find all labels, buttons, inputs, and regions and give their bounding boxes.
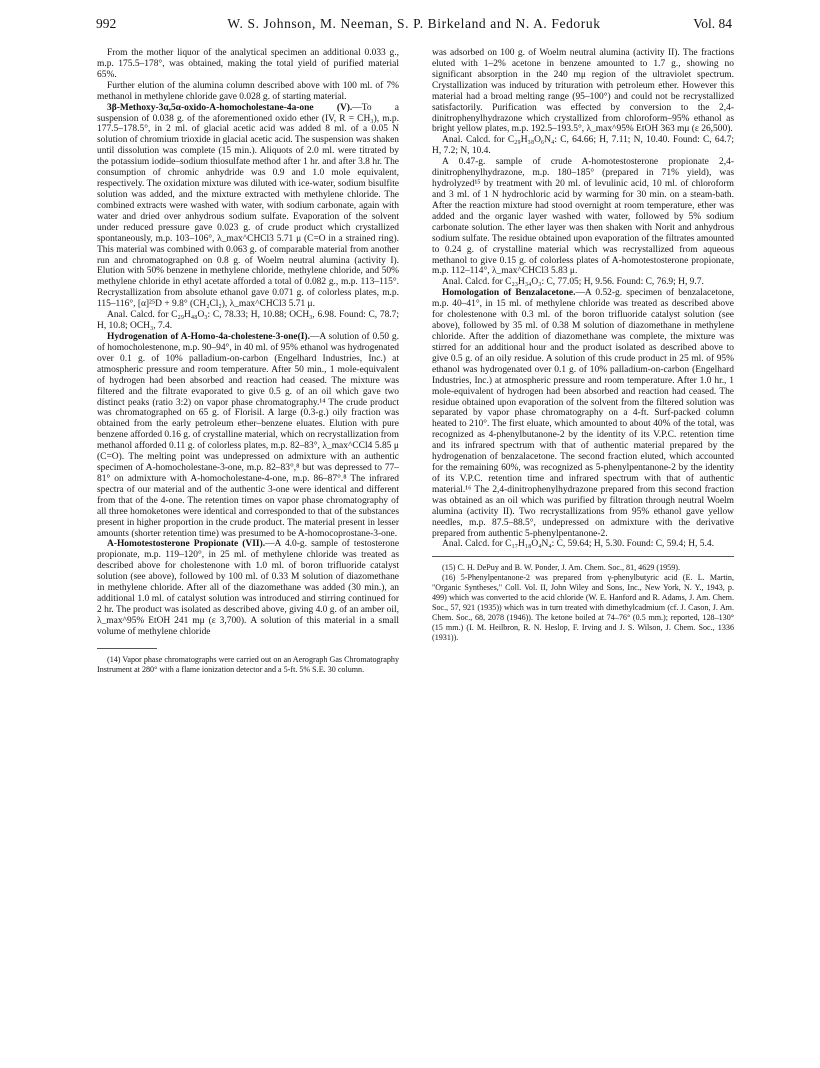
right-column (432, 48, 734, 643)
running-title: W. S. Johnson, M. Neeman, S. P. Birkeland and N. A. Fedoruk (227, 16, 601, 31)
section-heading: Homologation of Benzalacetone. (442, 288, 576, 299)
paragraph: Anal. Calcd. for C₂₉H₃₈O₆N₄: C, 64.66; H, 7.11; N, 10.40. Found: C, 64.7; H, 7.2; N, 10.4. (432, 135, 734, 157)
paragraph: Anal. Calcd. for C₁₇H₁₈O₄N₄: C, 59.64; H, 5.30. Found: C, 59.4; H, 5.4. (442, 539, 714, 550)
paragraph: A 0.47-g. sample of crude A-homotestosterone propionate 2,4-dinitrophenylhydrazone, m.p. 180–185° (prepared in 71% yield), was hydrolyzed¹⁵ by treatment with 20 ml. of levulinic acid, 10 ml. of chloroform and 3 ml. of 1 N hydrochloric acid by warming for 30 min. on a steam-bath. After the reaction mixture had stood overnight at room temperature, ether was added and the organic layer washed with water, followed by 5% sodium carbonate solution. The ether layer was then shaken with Norit and anhydrous sodium sulfate. The residue obtained upon evaporation of the filtrates amounted to 0.24 g. of crystalline material which was recrystallized from aqueous methanol to give 0.15 g. of colorless plates of A-homotestosterone propionate, m.p. 112–114°, λ_max^CHCl3 5.83 μ. (432, 157, 735, 277)
paragraph: Further elution of the alumina column described above with 100 ml. of 7% methanol in methylene chloride gave 0.028 g. of starting material. (97, 80, 399, 102)
section-heading: A-Homotestosterone Propionate (VII). (107, 539, 266, 550)
footnote-divider (97, 648, 157, 649)
paragraph: Hydrogenation of A-Homo-4a-cholestene-3-one(I).—A solution of 0.50 g. of homocholestenone, m.p. 90–94°, in 40 ml. of 95% ethanol was hydrogenated over 0.1 g. of 10% palladium-on-carbon (Engelhard Industries, Inc.) at atmospheric pressure and room temperature. After 50 min., 1 mole-equivalent of hydrogen had been absorbed and reaction had ceased. The mixture was filtered and the filtrate evaporated to give 0.5 g. of an oil which gave two distinct peaks (ratio 3:2) on vapor phase chromatography.¹⁴ The crude product was chromatographed on 65 g. of Florisil. A large (0.3-g.) oily fraction was obtained from the early petroleum ether–benzene eluates. Elution with pure benzene afforded 0.16 g. of crystalline material, which on recrystallization from methanol afforded 0.11 g. of colorless plates, m.p. 82–83°, λ_max^CCl4 5.85 μ (C=O). The melting point was undepressed on admixture with an authentic specimen of A-homocholestane-3-one, m.p. 82–83°,⁸ but was depressed to 77–81° on admixture with A-homocholestane-4-one, m.p. 86–87°.⁸ The infrared spectra of our material and of the authentic 3-one were identical and different from that of the 4-one. The retention times on vapor phase chromatography of all three homoketones were identical and corresponded to that of the substances present in higher proportion in the crude product. The material present in lesser amounts (shorter retention time) was presumed to be A-homocoprostane-3-one. (97, 331, 399, 539)
footnote: (16) 5-Phenylpentanone-2 was prepared from γ-phenylbutyric acid (E. L. Martin, "Organic Syntheses," Coll. Vol. II, John Wiley and Sons, Inc., New York, N. Y., 1943, p. 499) which was converted to the acid chloride (W. E. Hanford and R. Adams, J. Am. Chem. Soc., 57, 921 (1935)) which was in turn treated with dimethylcadmium (cf. J. Cason, J. Am. Chem. Soc., 68, 2078 (1946)). The ketone boiled at 74–76° (0.5 mm.); reported, 128–130° (15 mm.) (I. M. Heilbron, R. N. Heslop, F. Irving and J. S. Wilson, J. Chem. Soc., 1336 (1931)). (432, 573, 734, 643)
running-header (96, 16, 732, 34)
footnote-divider (432, 556, 734, 557)
section-heading: 3β-Methoxy-3α,5α-oxido-A-homocholestane-4a-one (V). (107, 102, 353, 113)
paragraph: 3β-Methoxy-3α,5α-oxido-A-homocholestane-4a-one (V).—To a suspension of 0.038 g. of the aforementioned oxido ether (IV, R = CH₃), m.p. 177.5–178.5°, in 2 ml. of glacial acetic acid was added 8 ml. of a 0.05 N solution of chromium trioxide in glacial acetic acid. The suspension was shaken until dissolution was complete (15 min.). Aliquots of 2.0 ml. were titrated by the potassium iodide–sodium thiosulfate method after 1 hr. and after 3.8 hr. The consumption of chromic anhydride was 0.9 and 1.0 mole equivalent, respectively. The oxidation mixture was diluted with ice-water, sodium bisulfite solution was added, and the mixture extracted with methylene chloride. The combined extracts were washed with water, with sodium carbonate, again with water and dried over anhydrous sodium sulfate. Evaporation of the solvent under reduced pressure gave 0.023 g. of crude product which crystallized spontaneously, m.p. 103–106°, λ_max^CHCl3 5.71 μ (C=O in a strained ring). This material was combined with 0.063 g. of comparable material from another run and chromatographed on 0.8 g. of Woelm neutral alumina (activity I). Elution with 50% benzene in methylene chloride, methylene chloride, and 50% methylene chloride in ethyl acetate afforded a total of 0.082 g., m.p. 113–115°. Recrystallization from absolute ethanol gave 0.071 g. of colorless plates, m.p. 115–116°, [α]²⁵D + 9.8° (CH₂Cl₂), λ_max^CHCl3 5.71 μ. (97, 102, 399, 310)
section-heading: Hydrogenation of A-Homo-4a-cholestene-3-one(I). (107, 331, 310, 342)
paragraph: was adsorbed on 100 g. of Woelm neutral alumina (activity II). The fractions eluted with 1–2% acetone in benzene amounted to 1.7 g., showing no significant absorption in the 240 mμ region of the ultraviolet spectrum. Crystallization was induced by trituration with petroleum ether. However this material had a broad melting range (95–100°) and could not be recrystallized satisfactorily. Purification was effected by conversion to the 2,4-dinitrophenylhydrazone which crystallized from chloroform–95% ethanol as bright yellow plates, m.p. 192.5–193.5°, λ_max^95% EtOH 363 mμ (ε 26,500). (432, 48, 734, 135)
paragraph: Anal. Calcd. for C₂₃H₃₄O₃: C, 77.05; H, 9.56. Found: C, 76.9; H, 9.7. (442, 277, 704, 288)
volume-label: Vol. 84 (693, 16, 732, 31)
paragraph: Homologation of Benzalacetone.—A 0.52-g. specimen of benzalacetone, m.p. 40–41°, in 15 ml. of methylene chloride was treated as described above for cholestenone with 0.3 ml. of the boron trifluoride catalyst solution (see above), followed by 35 ml. of 0.38 M solution of diazomethane in methylene chloride. After the addition of diazomethane was complete, the mixture was stirred for an additional hour and the product isolated as described above to give 0.5 g. of an oily residue. A solution of this crude product in 25 ml. of 95% ethanol was hydrogenated over 0.1 g. of 10% palladium-on-carbon (Engelhard Industries, Inc.) at atmospheric pressure and room temperature. After 1.0 hr., 1 mole-equivalent of hydrogen had been absorbed and reaction had ceased. The residue obtained upon evaporation of the solvent from the filtered solution was separated by vapor phase chromatography on a 4-ft. Surf-packed column heated to 210°. The first eluate, which amounted to about 40% of the total, was recognized as 4-phenylbutanone-2 by the identity of its V.P.C. retention time and its infrared spectrum with that of authentic material prepared by the hydrogenation of benzalacetone. The second fraction eluted, which accounted for the remaining 60%, was recognized as 5-phenylpentanone-2 by the identity of its V.P.C. retention time and infrared spectrum with that of authentic material.¹⁶ The 2,4-dinitrophenylhydrazone prepared from this second fraction was obtained as an oil which was purified by filtration through neutral Woelm alumina (activity II). Two recrystallizations from 95% ethanol gave yellow needles, m.p. 87.5–88.5°, undepressed on admixture with the derivative prepared from authentic 5-phenylpentanone-2. (432, 288, 734, 539)
page-number: 992 (96, 16, 117, 31)
footnote: (15) C. H. DePuy and B. W. Ponder, J. Am. Chem. Soc., 81, 4629 (1959). (442, 563, 680, 573)
left-column (97, 48, 399, 675)
paragraph: Anal. Calcd. for C₂₉H₄₈O₃: C, 78.33; H, 10.88; OCH₃, 6.98. Found: C, 78.7; H, 10.8; OCH₃, 7.4. (97, 310, 399, 332)
paragraph: From the mother liquor of the analytical specimen an additional 0.033 g., m.p. 175.5–178°, was obtained, making the total yield of purified material 65%. (97, 48, 399, 80)
footnote: (14) Vapor phase chromatographs were carried out on an Aerograph Gas Chromatography Instrument at 280° with a flame ionization detector and a 5-ft. 5% S.E. 30 column. (97, 654, 399, 674)
paragraph: A-Homotestosterone Propionate (VII).—A 4.0-g. sample of testosterone propionate, m.p. 119–120°, in 25 ml. of methylene chloride was treated as described above for cholestenone with 1.0 ml. of boron trifluoride catalyst solution (see above), followed by 100 ml. of 0.33 M solution of diazomethane in methylene chloride. After all of the diazomethane was added (30 min.), an additional 1.0 ml. of catalyst solution was introduced and stirring continued for 2 hr. The product was isolated as described above, giving 4.0 g. of an amber oil, λ_max^95% EtOH 241 mμ (ε 3,700). A solution of this material in a small volume of methylene chloride (97, 539, 400, 637)
